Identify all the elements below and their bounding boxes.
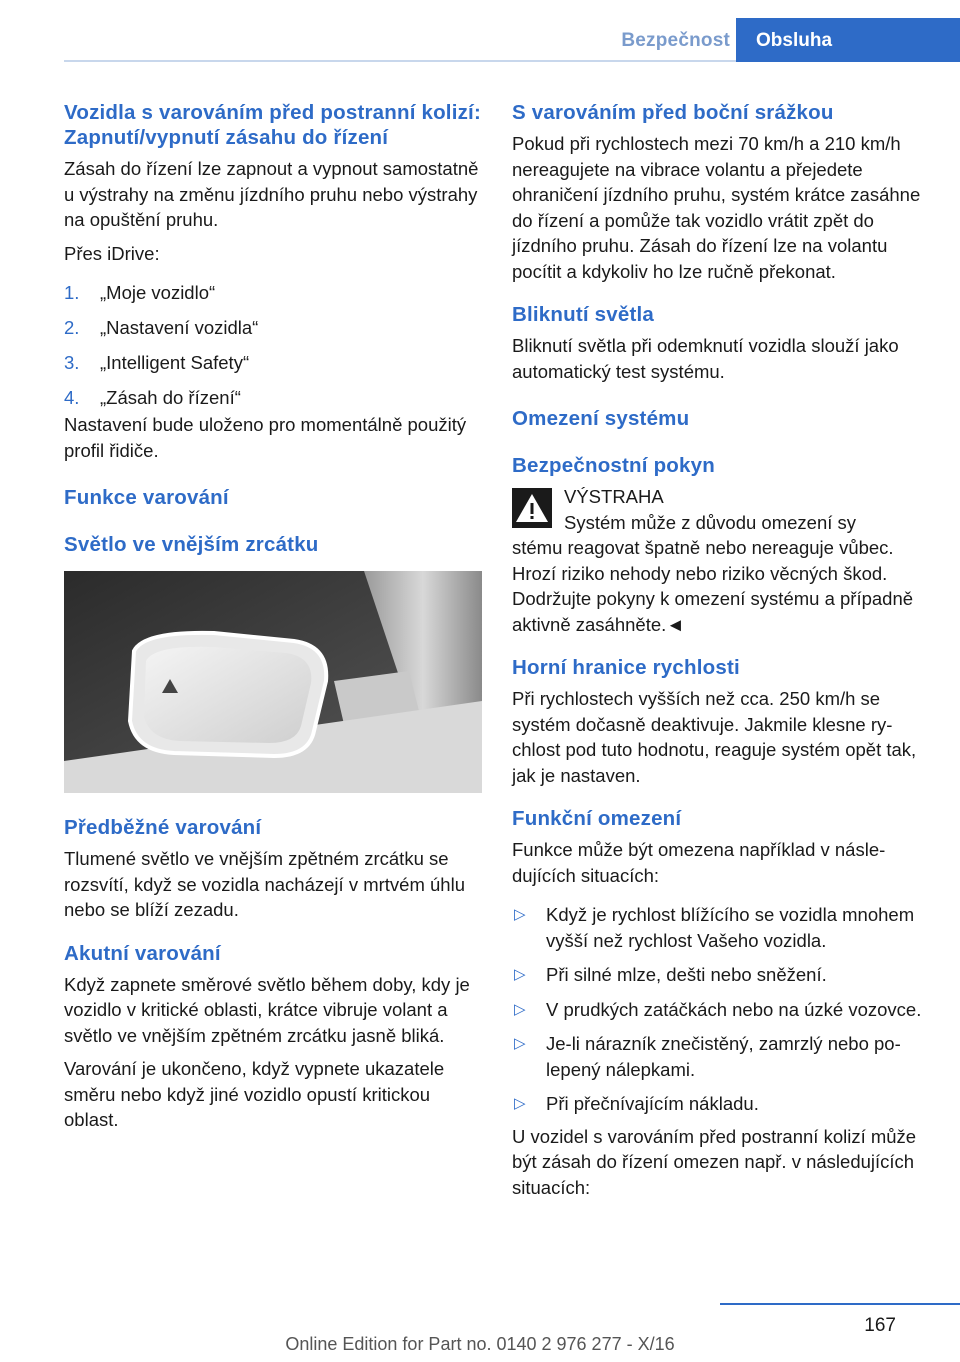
list-item — [512, 1091, 928, 1117]
list-item-text: Při přečnívajícím nákladu. — [546, 1093, 759, 1114]
section-title-warning-function: Funkce varování — [64, 486, 229, 509]
bullet-triangle-icon: ▷ — [514, 1095, 526, 1112]
step-text: „Intelligent Safety“ — [100, 352, 250, 373]
list-item-text: Při silné mlze, dešti nebo sněžení. — [546, 964, 827, 985]
mirror-photo — [64, 571, 482, 793]
warning-label: VÝSTRAHA — [564, 486, 664, 507]
right-column — [512, 100, 928, 1200]
warning-triangle-icon — [512, 488, 552, 528]
section-title-functional-limits: Funkční omezení — [512, 807, 682, 830]
section-title-side-collision: S varováním před boční srážkou — [512, 101, 834, 124]
paragraph: Zásah do řízení lze zapnout a vypnout samostatně u výstrahy na změnu jízdního pruhu nebo výstrahy na opuštění pruhu. — [64, 158, 479, 230]
step-number: 2. — [64, 317, 80, 338]
section-title-light-flash: Bliknutí světla — [512, 303, 654, 326]
paragraph: Když zapnete směrové světlo během doby, kdy je vozidlo v kritické oblasti, krátce vibruje volant a světlo ve vnějším zpětném zrcátku jasně bliká. — [64, 973, 470, 1046]
paragraph: U vozidel s varováním před postranní kolizí může být zásah do řízení omezen např. v následujících situacích: — [512, 1125, 917, 1198]
footer-rule — [720, 1303, 960, 1305]
step-text: „Moje vozidlo“ — [100, 282, 216, 303]
page-number: 167 — [864, 1315, 896, 1336]
section-title-speed-limit: Horní hranice rychlosti — [512, 656, 740, 679]
bullet-triangle-icon: ▷ — [514, 1000, 526, 1018]
left-column — [64, 100, 482, 1133]
header-section[interactable]: Bezpečnost — [621, 30, 730, 51]
paragraph: Tlumené světlo ve vnějším zpětném zrcátku se rozsvítí, když se vozidla nacházejí v mrtvém úhlu nebo se blíží zezadu. — [64, 848, 465, 920]
step-number: 4. — [64, 387, 80, 408]
footer-edition: Online Edition for Part no. 0140 2 976 277 - X/16 — [285, 1334, 675, 1354]
step-item — [64, 315, 482, 341]
section-title-system-limits: Omezení systému — [512, 407, 690, 430]
list-item-text: Je-li nárazník znečistěný, zamrzlý nebo polepený nálepkami. — [546, 1033, 901, 1080]
warning-text: stému reagovat špatně nebo nereaguje vůbec. Hrozí riziko nehody nebo riziko věcných škod. Dodržujte pokyny k omezení systému a případně aktivně zasáhněte.◄ — [512, 537, 914, 635]
paragraph: Při rychlostech vyšších než cca. 250 km/h se systém dočasně deaktivuje. Jakmile klesne rychlost pod tuto hodnotu, reaguje systém opět tak, jak je nastaven. — [512, 688, 917, 786]
list-item — [512, 1031, 928, 1082]
list-item-text: Když je rychlost blížícího se vozidla mnohem vyšší než rychlost Vašeho vozidla. — [546, 904, 915, 951]
warning-text-line1: Systém může z důvodu omezení sy — [564, 511, 857, 533]
section-title-steering-intervention: Vozidla s varováním před postranní kolizí: Zapnutí/vypnutí zásahu do řízení — [64, 101, 481, 149]
limitation-list — [512, 902, 928, 1117]
step-item — [64, 350, 482, 376]
step-item — [64, 385, 482, 411]
step-item — [64, 280, 482, 306]
paragraph: Přes iDrive: — [64, 242, 160, 264]
bullet-triangle-icon: ▷ — [514, 966, 526, 983]
section-title-mirror-light: Světlo ve vnějším zrcátku — [64, 533, 319, 556]
section-title-acute-warning: Akutní varování — [64, 941, 221, 965]
paragraph: Pokud při rychlostech mezi 70 km/h a 210 km/h nereagujete na vibrace volantu a přejedete ohraničení jízdního pruhu, systém krátce zasáhne do řízení a pomůže tak vozidlo vrátit zpět do jízdního pruhu. Zásah do řízení lze na volantu pocítit a kdykoliv ho lze ručně překonat. — [512, 133, 921, 282]
list-item — [512, 902, 928, 953]
step-number: 3. — [64, 352, 80, 373]
paragraph: Nastavení bude uloženo pro momentálně použitý profil řidiče. — [64, 414, 467, 461]
list-item-text: V prudkých zatáčkách nebo na úzké vozovce. — [546, 998, 922, 1020]
paragraph: Varování je ukončeno, když vypnete ukazatele směru nebo když jiné vozidlo opustí kritickou oblast. — [64, 1058, 445, 1130]
step-number: 1. — [64, 282, 80, 303]
header-tab-active[interactable]: Obsluha — [736, 18, 960, 62]
bullet-triangle-icon: ▷ — [514, 906, 526, 923]
list-item — [512, 962, 928, 988]
section-title-safety-note: Bezpečnostní pokyn — [512, 454, 715, 477]
list-item — [512, 997, 928, 1023]
bullet-triangle-icon: ▷ — [514, 1035, 526, 1052]
warning-block — [512, 484, 928, 637]
paragraph: Funkce může být omezena například v následujících situacích: — [512, 839, 886, 886]
paragraph: Bliknutí světla při odemknutí vozidla slouží jako automatický test systému. — [512, 335, 899, 382]
step-text: „Zásah do řízení“ — [100, 387, 241, 408]
section-title-preliminary-warning: Předběžné varování — [64, 816, 262, 839]
step-text: „Nastavení vozidla“ — [100, 317, 259, 338]
idrive-steps — [64, 280, 482, 411]
